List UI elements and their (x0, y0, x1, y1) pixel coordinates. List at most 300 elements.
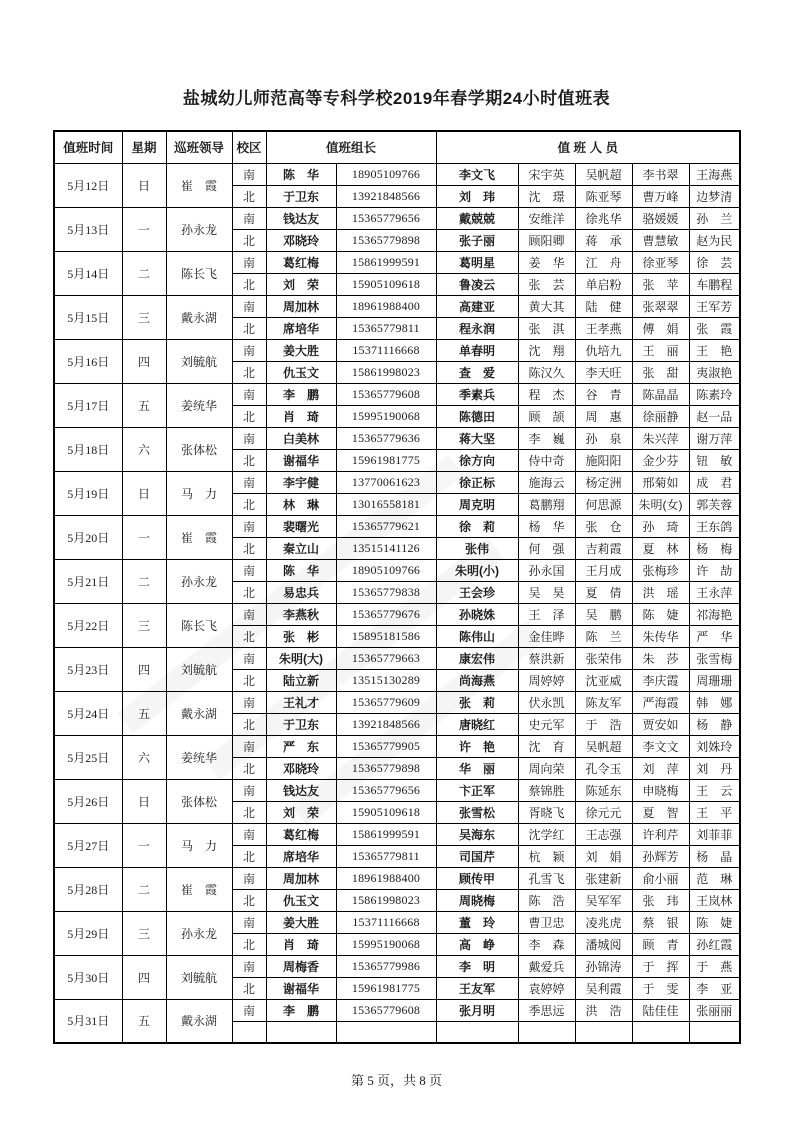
clipped-empty-cell (632, 1021, 689, 1043)
staff-cell: 傅 娟 (632, 317, 689, 339)
campus-cell: 北 (232, 889, 266, 911)
patrol-leader-cell: 刘毓航 (166, 339, 232, 383)
staff-cell: 孙红霞 (689, 933, 740, 955)
staff-cell: 袁婷婷 (518, 977, 575, 999)
campus-cell: 北 (232, 493, 266, 515)
page-number-footer: 第 5 页，共 8 页 (350, 1073, 442, 1088)
date-cell: 5月13日 (54, 207, 122, 251)
date-cell: 5月16日 (54, 339, 122, 383)
staff-cell: 徐元元 (575, 801, 632, 823)
staff-cell: 孙 琦 (632, 515, 689, 537)
weekday-cell: 二 (122, 559, 166, 603)
staff-cell: 严 华 (689, 625, 740, 647)
staff-cell: 李 明 (436, 955, 518, 977)
campus-cell: 南 (232, 691, 266, 713)
staff-cell: 祁海艳 (689, 603, 740, 625)
group-leader-phone-cell: 15895181586 (336, 625, 436, 647)
staff-cell: 张丽丽 (689, 999, 740, 1021)
group-leader-name-cell: 姜大胜 (266, 911, 336, 933)
staff-cell: 张翠翠 (632, 295, 689, 317)
staff-cell: 陈 兰 (575, 625, 632, 647)
staff-cell: 刘 娟 (575, 845, 632, 867)
duty-table-body (54, 163, 740, 1043)
group-leader-phone-cell: 15995190068 (336, 405, 436, 427)
staff-cell: 康宏伟 (436, 647, 518, 669)
staff-cell: 孙辉芳 (632, 845, 689, 867)
group-leader-name-cell: 葛红梅 (266, 251, 336, 273)
campus-cell: 北 (232, 273, 266, 295)
weekday-cell: 六 (122, 735, 166, 779)
staff-cell: 沈 璟 (518, 185, 575, 207)
campus-cell: 南 (232, 251, 266, 273)
date-cell: 5月31日 (54, 999, 122, 1043)
patrol-leader-cell: 戴永湖 (166, 691, 232, 735)
group-leader-phone-cell: 15861998023 (336, 361, 436, 383)
staff-cell: 郭芙蓉 (689, 493, 740, 515)
group-leader-phone-cell: 15365779609 (336, 691, 436, 713)
weekday-cell: 日 (122, 163, 166, 207)
staff-cell: 吉莉霞 (575, 537, 632, 559)
staff-cell: 刘 玮 (436, 185, 518, 207)
header-patrol-leader: 巡班领导 (166, 131, 232, 163)
staff-cell: 张雪梅 (689, 647, 740, 669)
date-cell: 5月25日 (54, 735, 122, 779)
group-leader-name-cell: 谢福华 (266, 977, 336, 999)
staff-cell: 张建新 (575, 867, 632, 889)
group-leader-name-cell: 林 琳 (266, 493, 336, 515)
staff-cell: 潘城阅 (575, 933, 632, 955)
staff-cell: 许 劼 (689, 559, 740, 581)
staff-cell: 王东鸽 (689, 515, 740, 537)
staff-cell: 王海燕 (689, 163, 740, 185)
staff-cell: 陈友军 (575, 691, 632, 713)
campus-cell: 北 (232, 801, 266, 823)
duty-row (54, 867, 740, 889)
date-cell: 5月21日 (54, 559, 122, 603)
staff-cell: 葛鹏翔 (518, 493, 575, 515)
staff-cell: 胥晓飞 (518, 801, 575, 823)
date-cell: 5月24日 (54, 691, 122, 735)
group-leader-phone-cell: 13515130289 (336, 669, 436, 691)
patrol-leader-cell: 戴永湖 (166, 295, 232, 339)
group-leader-name-cell: 仇玉文 (266, 889, 336, 911)
duty-row (54, 999, 740, 1021)
date-cell: 5月23日 (54, 647, 122, 691)
staff-cell: 查 爱 (436, 361, 518, 383)
staff-cell: 姜 华 (518, 251, 575, 273)
header-campus: 校区 (232, 131, 266, 163)
staff-cell: 范 琳 (689, 867, 740, 889)
group-leader-phone-cell: 15365779656 (336, 207, 436, 229)
campus-cell: 南 (232, 735, 266, 757)
staff-cell: 周 惠 (575, 405, 632, 427)
staff-cell: 夏 林 (632, 537, 689, 559)
group-leader-name-cell: 李 鹏 (266, 383, 336, 405)
staff-cell: 钮 敏 (689, 449, 740, 471)
weekday-cell: 三 (122, 603, 166, 647)
staff-cell: 沈 翔 (518, 339, 575, 361)
date-cell: 5月28日 (54, 867, 122, 911)
clipped-empty-cell (336, 1021, 436, 1043)
group-leader-phone-cell: 13921848566 (336, 713, 436, 735)
staff-cell: 陈素玲 (689, 383, 740, 405)
staff-cell: 施阳阳 (575, 449, 632, 471)
group-leader-name-cell: 谢福华 (266, 449, 336, 471)
group-leader-name-cell: 陆立新 (266, 669, 336, 691)
staff-cell: 伏永凯 (518, 691, 575, 713)
date-cell: 5月30日 (54, 955, 122, 999)
duty-row (54, 911, 740, 933)
staff-cell: 王 丽 (632, 339, 689, 361)
staff-cell: 王 云 (689, 779, 740, 801)
duty-row (54, 823, 740, 845)
staff-cell: 徐正标 (436, 471, 518, 493)
staff-cell: 侍中奇 (518, 449, 575, 471)
group-leader-phone-cell: 15365779676 (336, 603, 436, 625)
staff-cell: 李书翠 (632, 163, 689, 185)
group-leader-phone-cell: 15365779811 (336, 317, 436, 339)
group-leader-phone-cell: 15365779663 (336, 647, 436, 669)
staff-cell: 顾 颉 (518, 405, 575, 427)
staff-cell: 凌兆虎 (575, 911, 632, 933)
group-leader-phone-cell: 15365779656 (336, 779, 436, 801)
group-leader-phone-cell: 15861999591 (336, 251, 436, 273)
staff-cell: 张 玮 (632, 889, 689, 911)
date-cell: 5月29日 (54, 911, 122, 955)
group-leader-phone-cell: 15365779621 (336, 515, 436, 537)
group-leader-name-cell: 席培华 (266, 845, 336, 867)
group-leader-phone-cell: 18905109766 (336, 163, 436, 185)
staff-cell: 仇培九 (575, 339, 632, 361)
group-leader-name-cell: 刘 荣 (266, 801, 336, 823)
staff-cell: 唐晓红 (436, 713, 518, 735)
group-leader-name-cell: 李宇健 (266, 471, 336, 493)
date-cell: 5月15日 (54, 295, 122, 339)
staff-cell: 王会珍 (436, 581, 518, 603)
staff-cell: 葛明星 (436, 251, 518, 273)
staff-cell: 沈学红 (518, 823, 575, 845)
staff-cell: 严海霞 (632, 691, 689, 713)
group-leader-phone-cell: 18961988400 (336, 295, 436, 317)
staff-cell: 于 浩 (575, 713, 632, 735)
clipped-empty-cell (518, 1021, 575, 1043)
staff-cell: 吴军军 (575, 889, 632, 911)
staff-cell: 于 燕 (689, 955, 740, 977)
weekday-cell: 一 (122, 207, 166, 251)
group-leader-phone-cell: 15365779608 (336, 999, 436, 1021)
staff-cell: 刘姝玲 (689, 735, 740, 757)
staff-cell: 施海云 (518, 471, 575, 493)
campus-cell: 南 (232, 163, 266, 185)
staff-cell: 赵一品 (689, 405, 740, 427)
staff-cell: 张 芸 (518, 273, 575, 295)
campus-cell: 南 (232, 515, 266, 537)
group-leader-phone-cell: 13515141126 (336, 537, 436, 559)
campus-cell: 北 (232, 581, 266, 603)
campus-cell: 北 (232, 361, 266, 383)
staff-cell: 李文文 (632, 735, 689, 757)
staff-cell: 高建亚 (436, 295, 518, 317)
staff-cell: 周晓梅 (436, 889, 518, 911)
clipped-empty-cell (436, 1021, 518, 1043)
staff-cell: 高 峥 (436, 933, 518, 955)
staff-cell: 孙晓姝 (436, 603, 518, 625)
campus-cell: 南 (232, 867, 266, 889)
staff-cell: 吴帆超 (575, 735, 632, 757)
clipped-empty-cell (689, 1021, 740, 1043)
staff-cell: 张梅珍 (632, 559, 689, 581)
weekday-cell: 四 (122, 647, 166, 691)
staff-cell: 程永润 (436, 317, 518, 339)
duty-row (54, 955, 740, 977)
staff-cell: 陈晶晶 (632, 383, 689, 405)
weekday-cell: 五 (122, 691, 166, 735)
staff-cell: 朱明(小) (436, 559, 518, 581)
staff-cell: 吴利霞 (575, 977, 632, 999)
group-leader-name-cell: 于卫东 (266, 713, 336, 735)
staff-cell: 周克明 (436, 493, 518, 515)
staff-cell: 贾安如 (632, 713, 689, 735)
clipped-empty-cell (266, 1021, 336, 1043)
duty-row (54, 779, 740, 801)
staff-cell: 杨 晶 (689, 845, 740, 867)
weekday-cell: 三 (122, 911, 166, 955)
patrol-leader-cell: 陈长飞 (166, 603, 232, 647)
group-leader-phone-cell: 15365779838 (336, 581, 436, 603)
staff-cell: 王军芳 (689, 295, 740, 317)
campus-cell: 南 (232, 603, 266, 625)
campus-cell: 北 (232, 713, 266, 735)
date-cell: 5月20日 (54, 515, 122, 559)
group-leader-phone-cell: 15371116668 (336, 911, 436, 933)
date-cell: 5月12日 (54, 163, 122, 207)
campus-cell: 北 (232, 933, 266, 955)
staff-cell: 陈亚琴 (575, 185, 632, 207)
campus-cell: 北 (232, 185, 266, 207)
staff-cell: 周向荣 (518, 757, 575, 779)
group-leader-phone-cell: 15995190068 (336, 933, 436, 955)
group-leader-phone-cell: 15905109618 (336, 273, 436, 295)
staff-cell: 曹卫忠 (518, 911, 575, 933)
campus-cell: 南 (232, 427, 266, 449)
campus-cell: 北 (232, 757, 266, 779)
staff-cell: 张荣伟 (575, 647, 632, 669)
date-cell: 5月22日 (54, 603, 122, 647)
staff-cell: 曹万峰 (632, 185, 689, 207)
staff-cell: 杨定洲 (575, 471, 632, 493)
staff-cell: 陈 婕 (632, 603, 689, 625)
header-weekday: 星期 (122, 131, 166, 163)
table-header-row (54, 131, 740, 163)
staff-cell: 陈德田 (436, 405, 518, 427)
staff-cell: 王岚林 (689, 889, 740, 911)
staff-cell: 江 舟 (575, 251, 632, 273)
duty-row (54, 471, 740, 493)
group-leader-name-cell: 王礼才 (266, 691, 336, 713)
campus-cell: 北 (232, 405, 266, 427)
weekday-cell: 四 (122, 339, 166, 383)
campus-cell: 北 (232, 449, 266, 471)
staff-cell: 蔡 银 (632, 911, 689, 933)
staff-cell: 张月明 (436, 999, 518, 1021)
duty-row (54, 515, 740, 537)
patrol-leader-cell: 刘毓航 (166, 647, 232, 691)
staff-cell: 李 森 (518, 933, 575, 955)
staff-cell: 张 莉 (436, 691, 518, 713)
duty-row (54, 427, 740, 449)
staff-cell: 许 艳 (436, 735, 518, 757)
staff-cell: 成 君 (689, 471, 740, 493)
duty-row (54, 207, 740, 229)
staff-cell: 王 艳 (689, 339, 740, 361)
staff-cell: 杨 梅 (689, 537, 740, 559)
weekday-cell: 二 (122, 867, 166, 911)
staff-cell: 张 苹 (632, 273, 689, 295)
header-group-leader: 值班组长 (266, 131, 436, 163)
group-leader-name-cell: 钱达友 (266, 779, 336, 801)
staff-cell: 孙永国 (518, 559, 575, 581)
staff-cell: 陈汉久 (518, 361, 575, 383)
staff-cell: 孔雪飞 (518, 867, 575, 889)
staff-cell: 杨 静 (689, 713, 740, 735)
staff-cell: 谢万萍 (689, 427, 740, 449)
patrol-leader-cell: 崔 霞 (166, 163, 232, 207)
campus-cell: 北 (232, 229, 266, 251)
group-leader-name-cell: 白美林 (266, 427, 336, 449)
date-cell: 5月27日 (54, 823, 122, 867)
campus-cell: 北 (232, 669, 266, 691)
staff-cell: 骆媛媛 (632, 207, 689, 229)
group-leader-phone-cell: 15905109618 (336, 801, 436, 823)
patrol-leader-cell: 崔 霞 (166, 867, 232, 911)
group-leader-name-cell: 钱达友 (266, 207, 336, 229)
group-leader-phone-cell: 15861999591 (336, 823, 436, 845)
campus-cell: 北 (232, 537, 266, 559)
weekday-cell: 五 (122, 999, 166, 1043)
staff-cell: 鲁凌云 (436, 273, 518, 295)
duty-table (53, 130, 741, 1044)
staff-cell: 季思远 (518, 999, 575, 1021)
staff-cell: 黄大其 (518, 295, 575, 317)
campus-cell: 南 (232, 647, 266, 669)
staff-cell: 朱兴萍 (632, 427, 689, 449)
staff-cell: 许利芹 (632, 823, 689, 845)
staff-cell: 洪 浩 (575, 999, 632, 1021)
staff-cell: 徐亚琴 (632, 251, 689, 273)
staff-cell: 戴爱兵 (518, 955, 575, 977)
staff-cell: 曹慧敏 (632, 229, 689, 251)
weekday-cell: 六 (122, 427, 166, 471)
staff-cell: 沈 育 (518, 735, 575, 757)
staff-cell: 刘 萍 (632, 757, 689, 779)
campus-cell: 北 (232, 625, 266, 647)
group-leader-name-cell: 张 彬 (266, 625, 336, 647)
staff-cell: 吴 昊 (518, 581, 575, 603)
group-leader-phone-cell: 15365779811 (336, 845, 436, 867)
staff-cell: 张子丽 (436, 229, 518, 251)
staff-cell: 李 亚 (689, 977, 740, 999)
staff-cell: 尚海燕 (436, 669, 518, 691)
staff-cell: 史元军 (518, 713, 575, 735)
patrol-leader-cell: 陈长飞 (166, 251, 232, 295)
campus-cell: 南 (232, 383, 266, 405)
staff-cell: 刘菲菲 (689, 823, 740, 845)
staff-cell: 华 丽 (436, 757, 518, 779)
staff-cell: 陈伟山 (436, 625, 518, 647)
staff-cell: 蔡洪新 (518, 647, 575, 669)
patrol-leader-cell: 刘毓航 (166, 955, 232, 999)
campus-cell: 北 (232, 845, 266, 867)
patrol-leader-cell: 崔 霞 (166, 515, 232, 559)
duty-row (54, 559, 740, 581)
duty-row (54, 735, 740, 757)
campus-cell: 北 (232, 317, 266, 339)
group-leader-name-cell: 肖 琦 (266, 933, 336, 955)
staff-cell: 安维洋 (518, 207, 575, 229)
group-leader-phone-cell: 15365779986 (336, 955, 436, 977)
group-leader-phone-cell: 15365779898 (336, 229, 436, 251)
campus-cell: 南 (232, 207, 266, 229)
staff-cell: 单春明 (436, 339, 518, 361)
staff-cell: 于 挥 (632, 955, 689, 977)
group-leader-phone-cell: 15961981775 (336, 977, 436, 999)
campus-cell: 南 (232, 559, 266, 581)
staff-cell: 陈 婕 (689, 911, 740, 933)
staff-cell: 何思源 (575, 493, 632, 515)
staff-cell: 李 巍 (518, 427, 575, 449)
weekday-cell: 日 (122, 471, 166, 515)
staff-cell: 周婷婷 (518, 669, 575, 691)
duty-row (54, 383, 740, 405)
clipped-empty-cell (575, 1021, 632, 1043)
staff-cell: 朱 莎 (632, 647, 689, 669)
staff-cell: 张 甜 (632, 361, 689, 383)
staff-cell: 顾阳卿 (518, 229, 575, 251)
staff-cell: 王友军 (436, 977, 518, 999)
patrol-leader-cell: 孙永龙 (166, 911, 232, 955)
weekday-cell: 日 (122, 779, 166, 823)
duty-row (54, 251, 740, 273)
staff-cell: 吴海东 (436, 823, 518, 845)
group-leader-name-cell: 陈 华 (266, 559, 336, 581)
staff-cell: 沈亚威 (575, 669, 632, 691)
group-leader-phone-cell: 13770061623 (336, 471, 436, 493)
date-cell: 5月19日 (54, 471, 122, 515)
campus-cell: 南 (232, 779, 266, 801)
staff-cell: 王永萍 (689, 581, 740, 603)
staff-cell: 孙 兰 (689, 207, 740, 229)
campus-cell: 南 (232, 911, 266, 933)
date-cell: 5月18日 (54, 427, 122, 471)
group-leader-phone-cell: 15861998023 (336, 889, 436, 911)
staff-cell: 孙 泉 (575, 427, 632, 449)
group-leader-phone-cell: 18961988400 (336, 867, 436, 889)
staff-cell: 戴兢兢 (436, 207, 518, 229)
staff-cell: 王孝燕 (575, 317, 632, 339)
patrol-leader-cell: 孙永龙 (166, 207, 232, 251)
staff-cell: 王志强 (575, 823, 632, 845)
group-leader-name-cell: 葛红梅 (266, 823, 336, 845)
staff-cell: 谷 青 (575, 383, 632, 405)
group-leader-name-cell: 易忠兵 (266, 581, 336, 603)
staff-cell: 申晓梅 (632, 779, 689, 801)
staff-cell: 张伟 (436, 537, 518, 559)
staff-cell: 金佳晔 (518, 625, 575, 647)
group-leader-name-cell: 朱明(大) (266, 647, 336, 669)
weekday-cell: 二 (122, 251, 166, 295)
staff-cell: 程 杰 (518, 383, 575, 405)
staff-cell: 朱传华 (632, 625, 689, 647)
